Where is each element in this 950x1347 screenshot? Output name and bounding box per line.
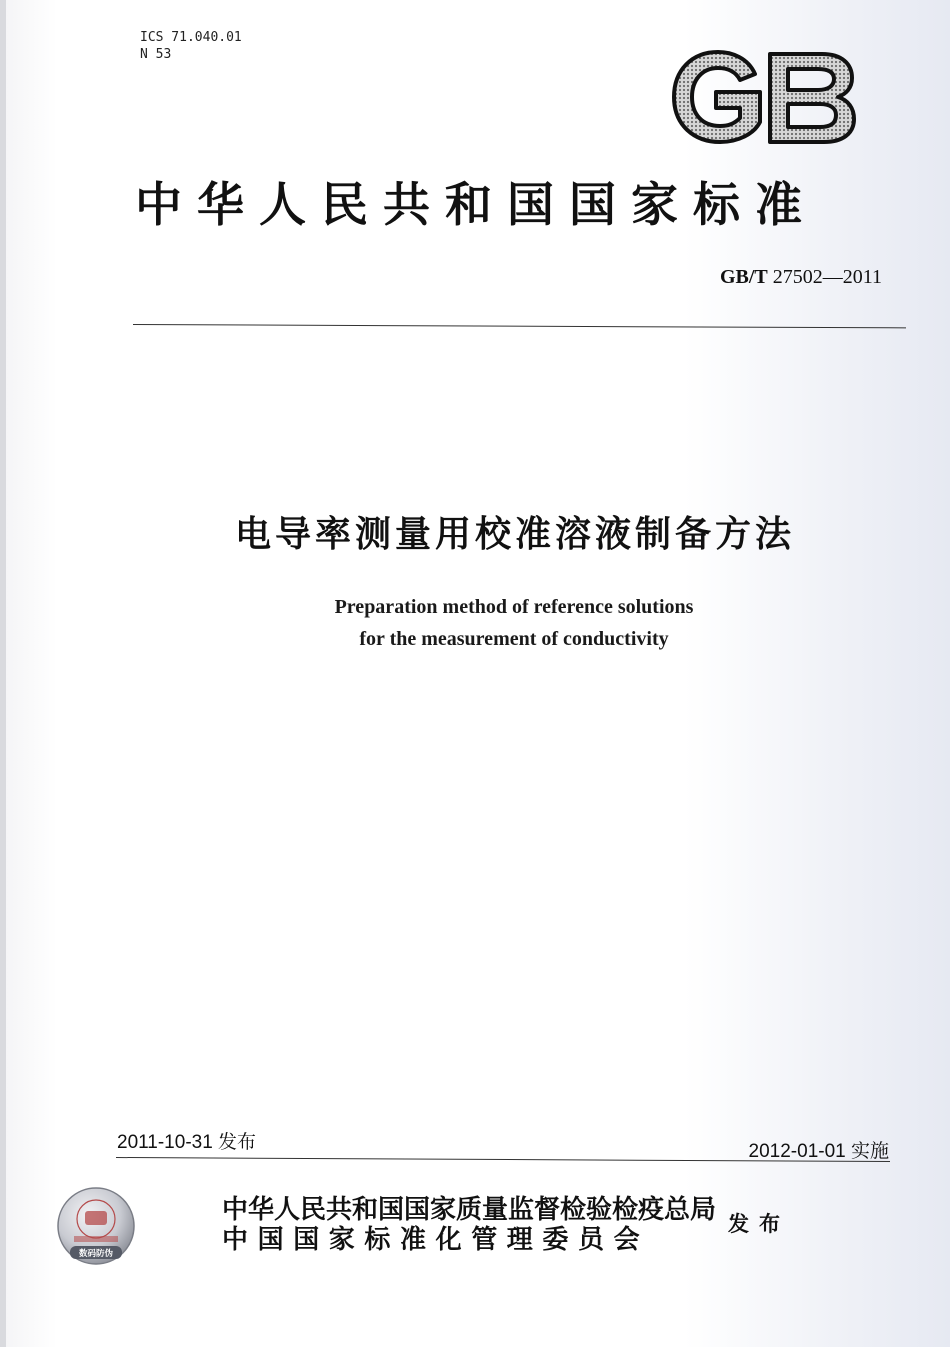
ccs-code: N 53: [140, 47, 172, 62]
standard-prefix: GB/T: [719, 266, 768, 288]
issuer-line1: 中华人民共和国国家质量监督检验检疫总局: [222, 1195, 717, 1225]
ics-code: ICS 71.040.01: [140, 30, 242, 45]
standard-number: [720, 266, 882, 289]
english-title-line2: for the measurement of conductivity: [359, 628, 669, 650]
implementation-date: 2012-01-01 实施: [748, 1141, 889, 1162]
classification-codes: [140, 29, 242, 63]
publish-label: 发布: [728, 1211, 790, 1236]
standard-code: 27502—2011: [772, 266, 882, 288]
english-title-line1: Preparation method of reference solutions: [334, 596, 694, 618]
anti-counterfeit-seal-icon: [56, 1186, 136, 1266]
issuer-line2: 中国国家标准化管理委员会: [222, 1225, 650, 1255]
seal-label: 数码防伪: [78, 1249, 114, 1259]
chinese-title: 电导率测量用校准溶液制备方法: [234, 514, 795, 555]
issue-date: 2011-10-31 发布: [117, 1132, 257, 1153]
national-standard-title: 中华人民共和国国家标准: [135, 178, 817, 233]
page-edge-shadow: [0, 0, 6, 1347]
gb-logo-icon: [670, 48, 858, 146]
